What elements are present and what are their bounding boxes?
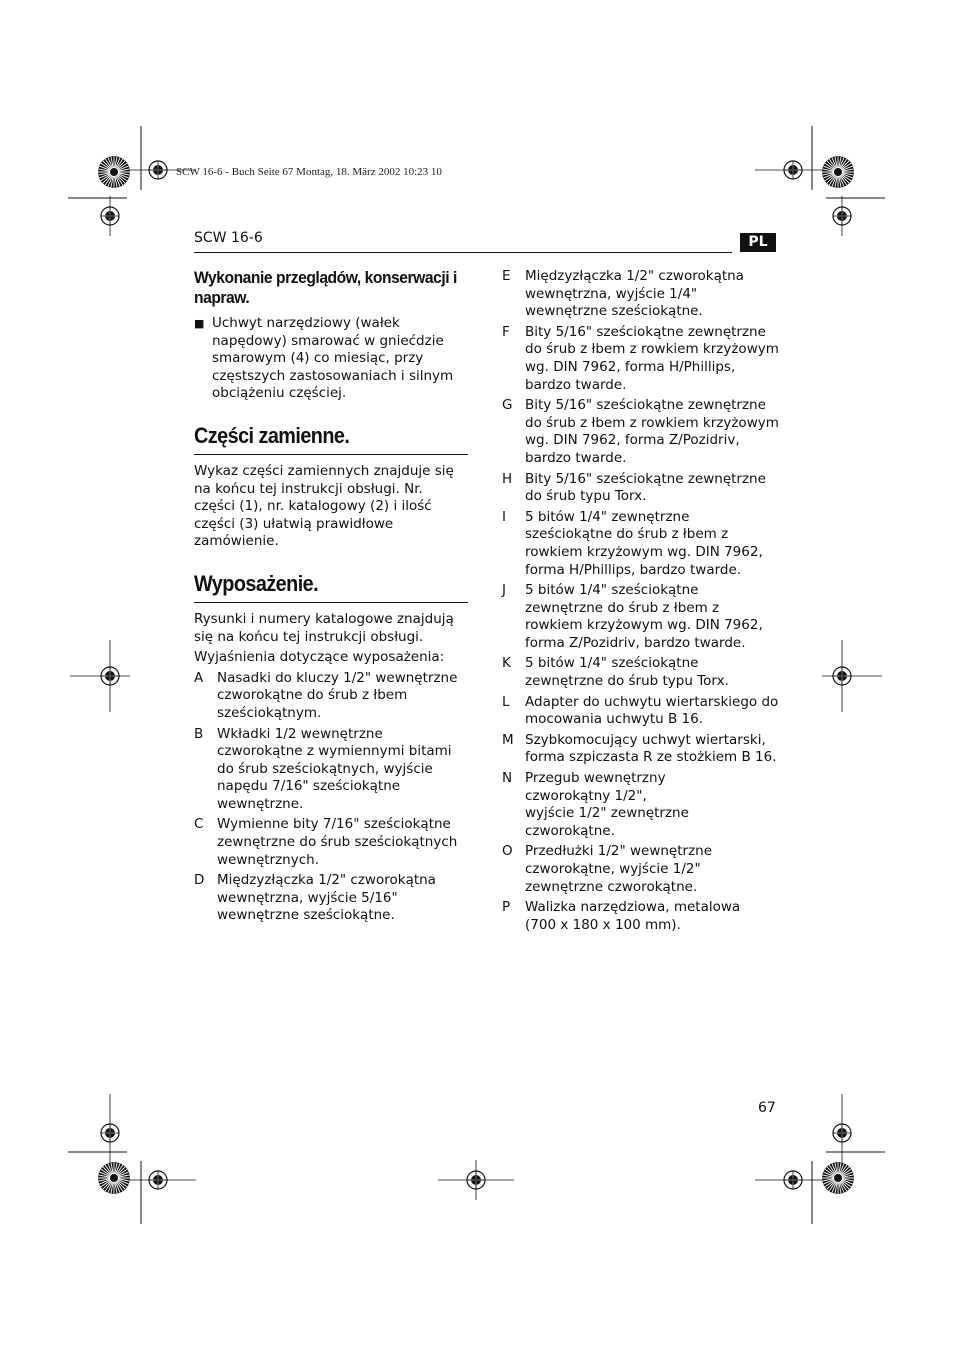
list-item-letter: G <box>502 397 513 414</box>
document-code: SCW 16-6 <box>194 230 263 246</box>
spare-parts-text: Wykaz części zamiennych znajduje się na końcu tej instrukcji obsługi. Nr. części (1), nr. katalogowy (2) i ilość części (3) ułatwią prawidłowe zamówienie. <box>194 462 454 550</box>
print-info: SCW 16-6 - Buch Seite 67 Montag, 18. März 2002 10:23 10 <box>176 166 442 178</box>
list-item-text: Adapter do uchwytu wiertarskiego do mocowania uchwytu B 16. <box>525 693 779 728</box>
sunburst-wheel-icon <box>98 156 130 188</box>
sunburst-wheel-icon <box>822 1162 854 1194</box>
list-item-letter: I <box>502 508 506 525</box>
list-item-text: Przegub wewnętrzny czworokątny 1/2", wyjście 1/2" zewnętrzne czworokątne. <box>525 770 689 839</box>
crosshair-circle-icon <box>149 1171 167 1189</box>
list-item-letter: B <box>194 725 204 742</box>
crosshair-circle-icon <box>784 1171 802 1189</box>
list-item-letter: O <box>502 843 513 860</box>
crosshair-circle-icon <box>833 207 851 225</box>
list-item-letter: K <box>502 655 511 672</box>
crosshair-circle-icon <box>833 1124 851 1142</box>
language-badge: PL <box>740 233 776 252</box>
equipment-heading: Wyposażenie. <box>194 570 319 596</box>
list-item-text: 5 bitów 1/4" sześciokątne zewnętrzne do śrub z łbem z rowkiem krzyżowym wg. DIN 7962, forma Z/Pozidriv, bardzo twarde. <box>525 582 763 651</box>
list-item-letter: H <box>502 470 513 487</box>
list-item-letter: J <box>502 582 506 599</box>
list-item-text: Międzyzłączka 1/2" czworokątna wewnętrzna, wyjście 1/4" wewnętrzne sześciokątne. <box>525 268 744 320</box>
list-item-text: 5 bitów 1/4" sześciokątne zewnętrzne do śrub typu Torx. <box>525 655 729 690</box>
list-item-text: 5 bitów 1/4" zewnętrzne sześciokątne do śrub z łbem z rowkiem krzyżowym wg. DIN 7962, forma H/Phillips, bardzo twarde. <box>525 508 763 578</box>
spare-parts-heading: Części zamienne. <box>194 422 350 448</box>
sunburst-wheel-icon <box>98 1162 130 1194</box>
crosshair-circle-icon <box>101 667 119 685</box>
crosshair-circle-icon <box>467 1171 485 1189</box>
list-item-text: Wymienne bity 7/16" sześciokątne zewnętrzne do śrub sześciokątnych wewnętrznych. <box>217 816 458 868</box>
crosshair-circle-icon <box>784 161 802 179</box>
list-item-text: Bity 5/16" sześciokątne zewnętrzne do śrub typu Torx. <box>525 470 766 505</box>
sunburst-wheel-icon <box>822 156 854 188</box>
list-item-text: Nasadki do kluczy 1/2" wewnętrzne czworokątne do śrub z łbem sześciokątnym. <box>217 669 458 721</box>
list-item-letter: F <box>502 323 510 340</box>
list-item-text: Bity 5/16" sześciokątne zewnętrzne do śrub z łbem z rowkiem krzyżowym wg. DIN 7962, forma H/Phillips, bardzo twarde. <box>525 323 779 393</box>
equipment-text-2: Wyjaśnienia dotyczące wyposażenia: <box>194 649 445 666</box>
list-item-letter: N <box>502 770 513 787</box>
list-item-text: Walizka narzędziowa, metalowa (700 x 180 x 100 mm). <box>525 899 741 933</box>
square-bullet-icon: ■ <box>194 317 205 330</box>
list-item-letter: P <box>502 899 511 916</box>
equipment-text-1: Rysunki i numery katalogowe znajdują się na końcu tej instrukcji obsługi. <box>194 610 454 645</box>
crosshair-circle-icon <box>833 667 851 685</box>
list-item-letter: C <box>194 816 204 833</box>
crosshair-circle-icon <box>101 1124 119 1142</box>
list-item-text: Szybkomocujący uchwyt wiertarski, forma szpiczasta R ze stożkiem B 16. <box>525 731 777 766</box>
maintenance-heading: Wykonanie przeglądów, konserwacji i napraw. <box>194 268 457 307</box>
crosshair-circle-icon <box>101 207 119 225</box>
list-item-letter: L <box>502 693 510 710</box>
list-item-text: Bity 5/16" sześciokątne zewnętrzne do śrub z łbem z rowkiem krzyżowym wg. DIN 7962, forma Z/Pozidriv, bardzo twarde. <box>525 397 779 466</box>
list-item-text: Międzyzłączka 1/2" czworokątna wewnętrzna, wyjście 5/16" wewnętrzne sześciokątne. <box>217 872 436 924</box>
list-item-letter: A <box>194 669 204 686</box>
list-item-letter: E <box>502 268 511 284</box>
list-item-letter: D <box>194 872 205 889</box>
list-item-text: Przedłużki 1/2" wewnętrzne czworokątne, wyjście 1/2" zewnętrzne czworokątne. <box>525 843 713 895</box>
page-number: 67 <box>758 1100 776 1116</box>
list-item-letter: M <box>502 731 514 748</box>
crosshair-circle-icon <box>149 161 167 179</box>
list-item-text: Wkładki 1/2 wewnętrzne czworokątne z wymiennymi bitami do śrub sześciokątnych, wyjście napędu 7/16" sześciokątne wewnętrzne. <box>217 725 452 812</box>
maintenance-bullet-text: Uchwyt narzędziowy (wałek napędowy) smarować w gniećdzie smarowym (4) co miesiąc, przy częstszych zastosowaniach i silnym obciążeniu częściej. <box>212 315 454 402</box>
